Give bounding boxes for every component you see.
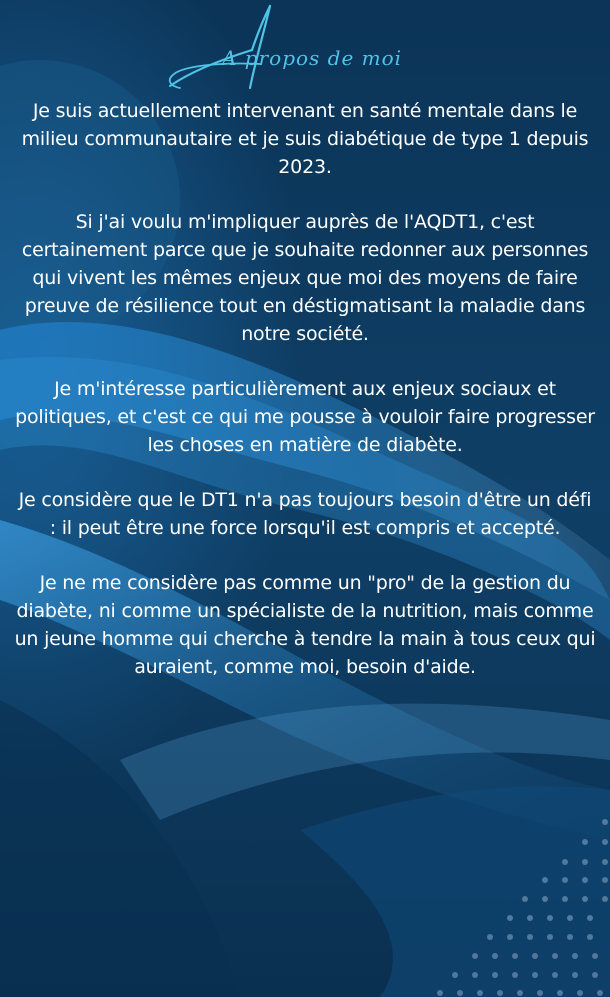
section-title-text: A propos de moi (222, 46, 403, 70)
bio-text (14, 97, 596, 708)
bio-paragraph: Si j'ai voulu m'impliquer auprès de l'AQDT1, c'est certainement parce que je souhaite redonner aux personnes qui vivent les mêmes enjeux que moi des moyens de faire preuve de résilience tout en déstigmatisant la maladie dans notre société. (21, 211, 589, 345)
bio-paragraph: Je ne me considère pas comme un "pro" de la gestion du diabète, ni comme un spécialiste de la nutrition, mais comme un jeune homme qui cherche à tendre la main à tous ceux qui auraient, comme moi, besoin d'aide. (14, 572, 596, 678)
bio-paragraph: Je considère que le DT1 n'a pas toujours besoin d'être un défi : il peut être une force lorsqu'il est compris et accepté. (18, 489, 592, 539)
section-title (160, 2, 440, 94)
bio-paragraph: Je m'intéresse particulièrement aux enjeux sociaux et politiques, et c'est ce qui me pousse à vouloir faire progresser les choses en matière de diabète. (15, 378, 595, 456)
bio-paragraph: Je suis actuellement intervenant en santé mentale dans le milieu communautaire et je suis diabétique de type 1 depuis 2023. (21, 100, 589, 178)
